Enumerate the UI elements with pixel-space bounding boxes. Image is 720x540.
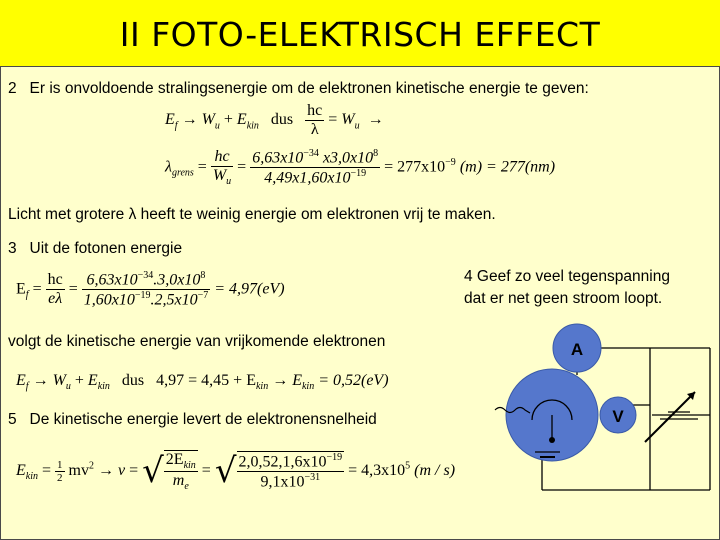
title-bar: [0, 0, 720, 66]
section-3-text: Uit de fotonen energie: [29, 240, 183, 257]
equation-kinetic-energy: $E_f \to W_u + E_{kin}$ dus $4,97 = 4,45 + E_{kin} \to E_{kin} = 0,52(eV)$: [16, 372, 389, 393]
variable-resistor-arrow: [645, 392, 695, 442]
equation-lambda-grens: $\lambda_{grens}$ = $\frac{hc}{W_u}$ = $\frac{6,63x10^{-34} x3,0x10^8}{4,49x1,60x10^{-19}}$ = $277x10^{-9}$ (m) = 277(nm): [165, 148, 556, 188]
section-2-line: [8, 80, 589, 98]
section-5-text: De kinetische energie levert de elektronensnelheid: [29, 411, 377, 428]
section-5-line: [8, 411, 377, 429]
equation-velocity: $E_{kin}$ = $\frac{1}{2}$ $mv^2 \to v$ = √ $\frac{2E_{kin}}{m_e}$ = √ $\frac{2,0,52,1,6x10^{-19}}{9,1x10^{-31}}$ = $4,3x10^5$ (m / s): [16, 451, 456, 493]
section-2-number: 2: [8, 80, 17, 97]
section-4-line-2: dat er net geen stroom loopt.: [464, 290, 663, 307]
slide-title: II FOTO-ELEKTRISCH EFFECT: [119, 14, 601, 54]
equation-photon-energy: $E_f$ = $\frac{hc}{e\lambda}$ = $\frac{6,63x10^{-34}.3,0x10^8}{1,60x10^{-19}.2,5x10^{-7}}$ = 4,97(eV): [16, 270, 285, 309]
ammeter-label: A: [570, 340, 584, 359]
circuit-diagram: [480, 320, 720, 520]
voltmeter-label: V: [612, 407, 624, 426]
photocell-anode-dot: [549, 437, 555, 443]
section-3-number: 3: [8, 240, 17, 257]
section-3-volgt: volgt de kinetische energie van vrijkomende elektronen: [8, 333, 386, 350]
licht-statement: Licht met grotere λ heeft te weinig energie om elektronen vrij te maken.: [8, 206, 496, 223]
section-4-line-1: 4 Geef zo veel tegenspanning: [464, 268, 670, 285]
section-2-text: Er is onvoldoende stralingsenergie om de elektronen kinetische energie te geven:: [29, 80, 589, 97]
equation-energy-balance: $E_f \to W_u + E_{kin}$ dus $\frac{hc}{\lambda}$ = $W_u$ →: [165, 102, 384, 138]
section-5-number: 5: [8, 411, 17, 428]
section-3-line: [8, 240, 182, 258]
